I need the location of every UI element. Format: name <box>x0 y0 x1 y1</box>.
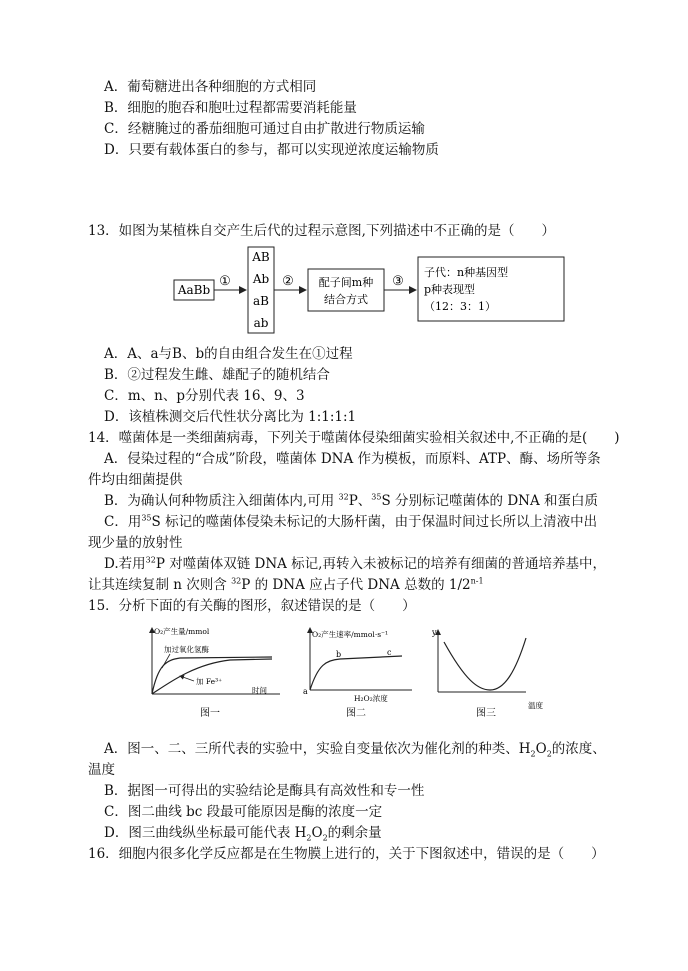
fig2-xlabel: H₂O₂浓度 <box>354 694 388 703</box>
fig1-fe-label: 加 Fe³⁺ <box>196 677 223 686</box>
fig3-caption: 图三 <box>476 708 496 719</box>
q12-option-b: B．细胞的胞吞和胞吐过程都需要消耗能量 <box>104 100 357 116</box>
q14-option-c: C．用$^{35}$S 标记的噬菌体侵染未标记的大肠杆菌，由于保温时间过长所以上清液中出 <box>104 513 598 530</box>
q13-combine-text: 配子间m种 <box>318 276 374 289</box>
fig2-ylabel: O₂产生速率/mmol·s⁻¹ <box>312 630 389 639</box>
fig2-caption: 图二 <box>346 708 366 719</box>
q13-combine-text: 结合方式 <box>324 293 368 306</box>
q13-option-a: A．A、a与B、b的自由组合发生在①过程 <box>104 346 353 362</box>
q13-parent-genotype: AaBb <box>177 283 211 297</box>
fig1-ylabel: O₂产生量/mmol <box>154 627 210 636</box>
q15-figures <box>140 620 580 730</box>
q13-gamete: Ab <box>252 272 270 286</box>
q15-option-d: D．图三曲线纵坐标最可能代表 $H_2O_2$的剩余量 <box>104 825 382 843</box>
q14-option-c-cont: 现少量的放射性 <box>88 535 183 551</box>
q13-diagram <box>170 245 570 335</box>
q13-step3-label: ③ <box>392 274 404 289</box>
q12-option-d: D．只要有载体蛋白的参与，都可以实现逆浓度运输物质 <box>104 142 439 158</box>
q13-gamete: ab <box>253 316 269 330</box>
q14-option-d-cont: 让其连续复制 n 次则含 $^{32}$P 的 DNA 应占子代 DNA 总数的 1/2$^{n-1}$ <box>88 576 484 593</box>
q13-step2-label: ② <box>282 274 294 289</box>
q13-option-b: B．②过程发生雌、雄配子的随机结合 <box>104 367 330 383</box>
q16-stem: 16．细胞内很多化学反应都是在生物膜上进行的，关于下图叙述中，错误的是（ ） <box>88 846 605 862</box>
q13-offspring-text: 子代：n种基因型 <box>424 266 509 279</box>
q15-stem: 15．分析下面的有关酶的图形，叙述错误的是（ ） <box>88 598 416 614</box>
fig3-curve <box>444 638 526 690</box>
fig3-ylabel: y <box>432 628 437 637</box>
fig2-point-b: b <box>336 650 342 659</box>
q13-offspring-text: （12：3：1） <box>424 300 496 313</box>
q13-offspring-text: p种表现型 <box>424 283 476 296</box>
q13-stem: 13．如图为某植株自交产生后代的过程示意图,下列描述中不正确的是（ ） <box>88 223 555 239</box>
fig2-point-a: a <box>303 687 308 696</box>
q14-option-b: B．为确认何种物质注入细菌体内,可用 $^{32}$P、$^{35}$S 分别标记噬菌体的 DNA 和蛋白质 <box>104 492 598 509</box>
q15-option-c: C．图二曲线 bc 段最可能原因是酶的浓度一定 <box>104 804 383 820</box>
fig3-xlabel: 温度 <box>528 701 543 710</box>
q13-gamete: AB <box>252 250 270 264</box>
q15-option-a-cont: 温度 <box>88 762 115 778</box>
q13-option-c: C．m、n、p分别代表 16、9、3 <box>104 388 305 404</box>
fig1-caption: 图一 <box>200 708 220 719</box>
q14-option-d: D.若用$^{32}$P 对噬菌体双链 DNA 标记,再转入未被标记的培养有细菌的普通培养基中， <box>104 555 606 572</box>
q14-option-a-cont: 件均由细菌提供 <box>88 472 183 488</box>
fig1-xlabel: 时间 <box>252 686 267 695</box>
q15-option-b: B．据图一可得出的实验结论是酶具有高效性和专一性 <box>104 783 425 799</box>
q13-option-d: D．该植株测交后代性状分离比为 1:1:1:1 <box>104 409 357 425</box>
q15-option-a: A．图一、二、三所代表的实验中，实验自变量依次为催化剂的种类、$H_2O_2$的浓度、 <box>104 741 606 759</box>
q12-option-c: C．经糖腌过的番茄细胞可通过自由扩散进行物质运输 <box>104 121 425 137</box>
fig2-point-c: c <box>387 648 392 657</box>
q12-option-a: A．葡萄糖进出各种细胞的方式相同 <box>104 79 317 95</box>
q14-option-a: A．侵染过程的“合成”阶段，噬菌体 DNA 作为模板，而原料、ATP、酶、场所等条 <box>104 451 601 467</box>
q13-step1-label: ① <box>219 274 231 289</box>
fig2-curve <box>310 656 402 690</box>
q14-stem: 14．噬菌体是一类细菌病毒，下列关于噬菌体侵染细菌实验相关叙述中,不正确的是( ) <box>88 430 620 446</box>
q13-gamete: aB <box>253 294 269 308</box>
fig1-enzyme-label: 加过氧化氢酶 <box>164 645 209 654</box>
